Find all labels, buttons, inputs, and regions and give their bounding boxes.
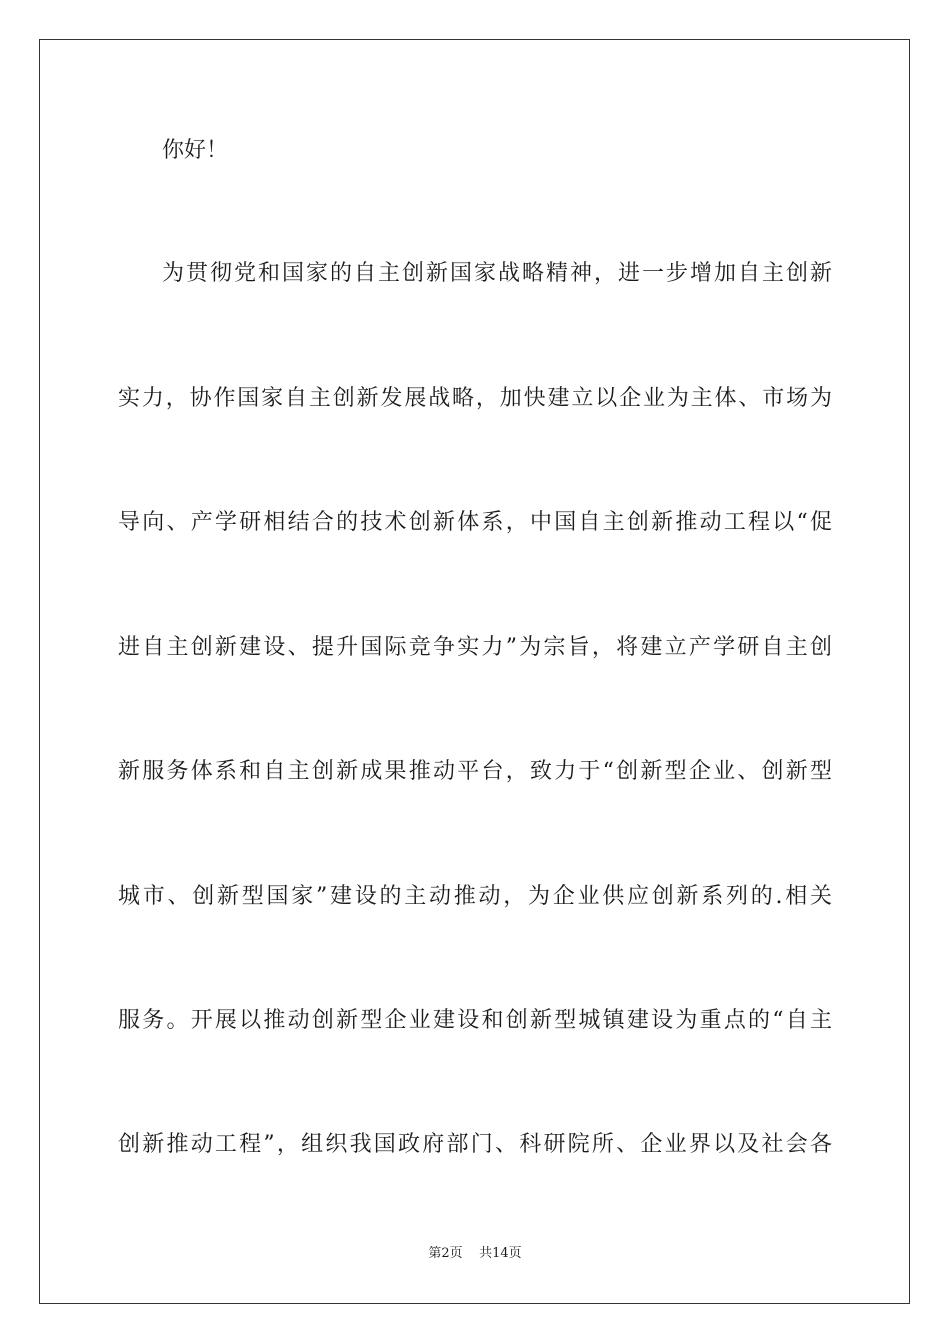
paragraph-line: 创新推动工程”，组织我国政府部门、科研院所、企业界以及社会各 (118, 1132, 832, 1157)
page-number: 第2页 (428, 1246, 463, 1261)
page-border (39, 39, 910, 1304)
greeting-text: 你好！ (162, 138, 229, 163)
page-total: 共14页 (479, 1246, 522, 1261)
paragraph-line: 新服务体系和自主创新成果推动平台，致力于“创新型企业、创新型 (118, 759, 832, 784)
page-footer (0, 1245, 950, 1263)
paragraph-line: 进自主创新建设、提升国际竞争实力”为宗旨，将建立产学研自主创 (118, 635, 832, 660)
paragraph-line: 为贯彻党和国家的自主创新国家战略精神，进一步增加自主创新 (162, 261, 832, 286)
paragraph-line: 导向、产学研相结合的技术创新体系，中国自主创新推动工程以“促 (118, 510, 832, 535)
paragraph-line: 实力，协作国家自主创新发展战略，加快建立以企业为主体、市场为 (118, 386, 832, 411)
paragraph-line: 服务。开展以推动创新型企业建设和创新型城镇建设为重点的“自主 (118, 1008, 832, 1033)
paragraph-line: 城市、创新型国家”建设的主动推动，为企业供应创新系列的.相关 (118, 884, 832, 909)
